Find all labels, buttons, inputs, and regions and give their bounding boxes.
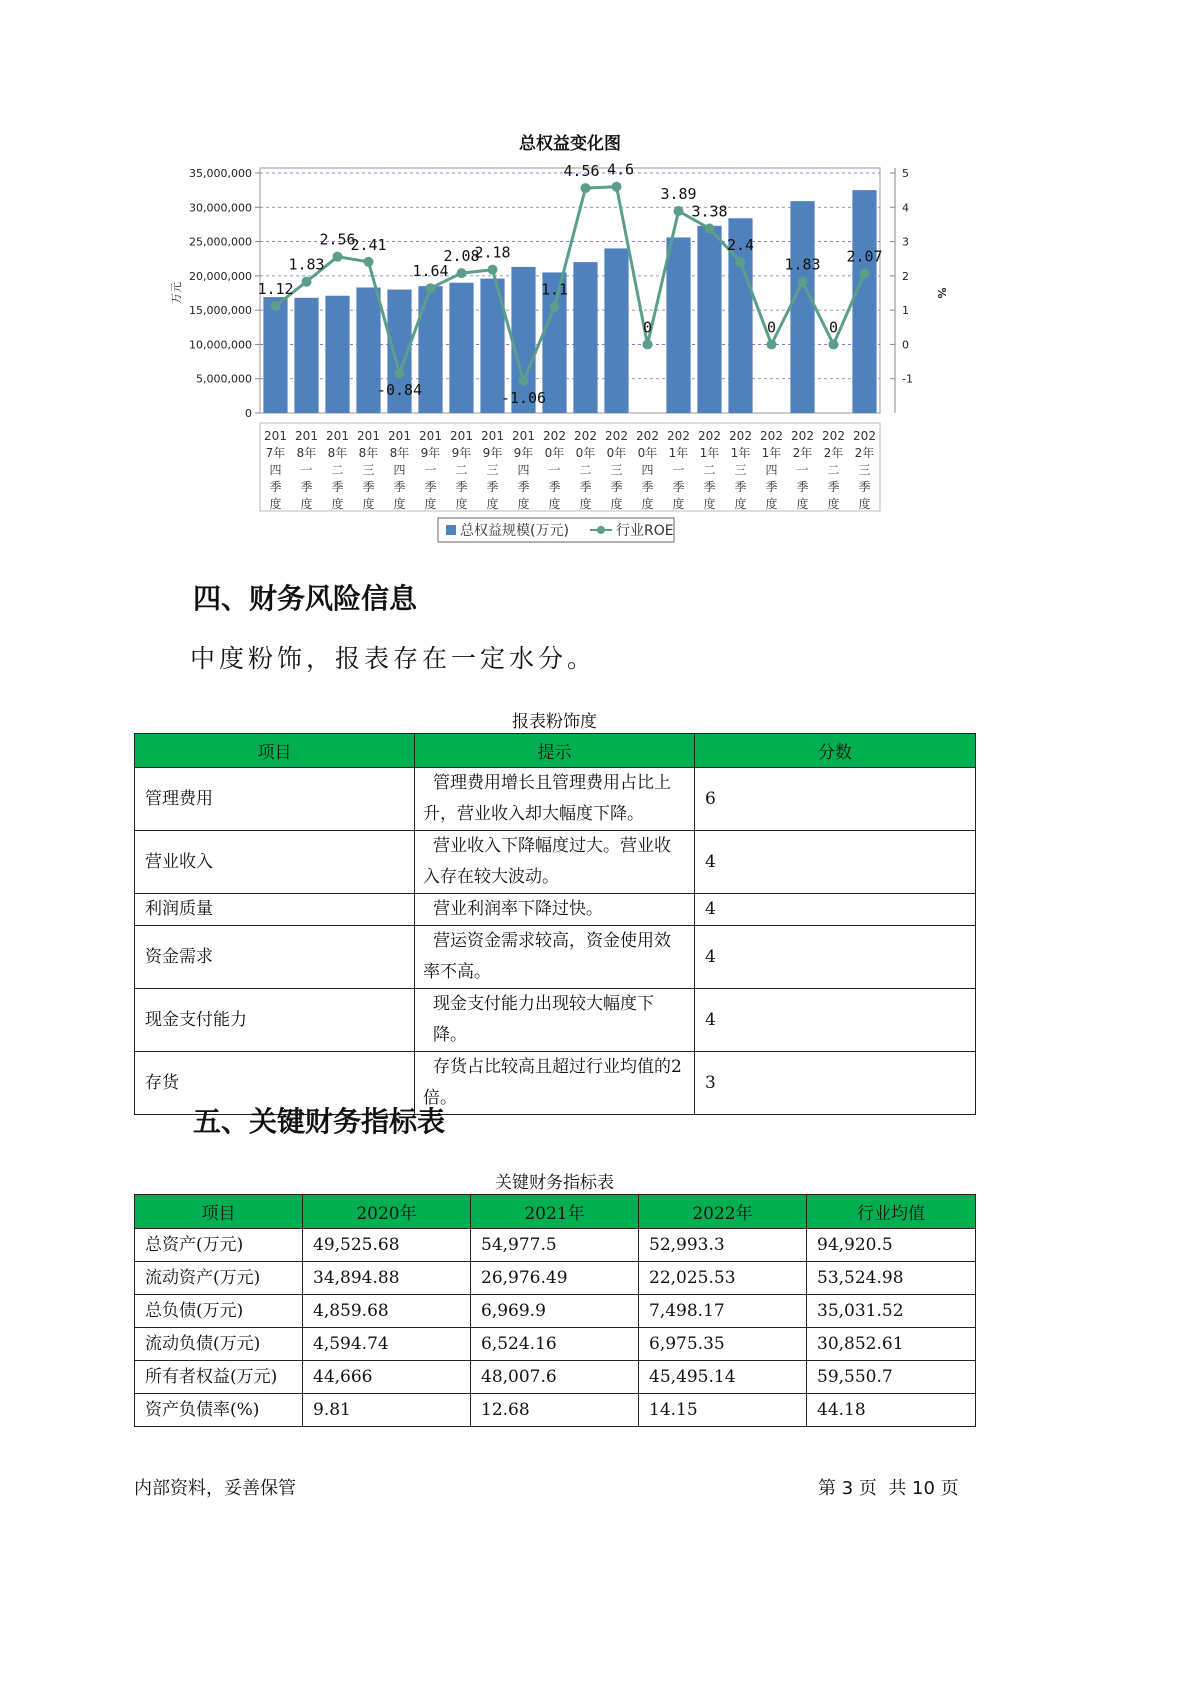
risk-table (134, 733, 976, 1115)
roe-data-label: 2.41 (350, 235, 387, 254)
x-tick-label: 2年 (792, 446, 813, 460)
x-tick-label: 度 (548, 497, 561, 511)
x-tick-label: 季 (703, 480, 716, 494)
bar (666, 237, 690, 413)
risk-tip-line: 入存在较大波动。 (423, 867, 559, 887)
y-tick-label: 10,000,000 (189, 338, 252, 352)
risk-tip (415, 768, 695, 831)
table-cell: 59,550.7 (807, 1361, 976, 1394)
bar (294, 298, 318, 413)
table-row (135, 1394, 976, 1427)
x-tick-label: 201 (512, 429, 535, 443)
table-row (135, 894, 976, 926)
table-cell: 4,594.74 (303, 1328, 471, 1361)
x-tick-label: 0年 (606, 446, 627, 460)
section4-heading: 四、财务风险信息 (193, 582, 418, 615)
y-tick-label: 5,000,000 (196, 372, 252, 386)
x-tick-label: 四 (641, 463, 654, 477)
risk-tip-line: 率不高。 (423, 962, 491, 982)
x-tick-label: 度 (455, 497, 468, 511)
table-cell: 6,969.9 (471, 1295, 639, 1328)
y2-tick-label: 3 (902, 235, 909, 249)
x-tick-label: 季 (269, 480, 282, 494)
risk-item: 资金需求 (135, 926, 415, 989)
risk-tip-line: 营业利润率下降过快。 (433, 899, 603, 919)
risk-tip (415, 1052, 695, 1115)
x-tick-label: 度 (765, 497, 778, 511)
footer-note: 内部资料，妥善保管 (134, 1478, 296, 1499)
roe-point (612, 182, 622, 192)
risk-score: 4 (695, 831, 976, 894)
risk-table-header (135, 734, 976, 768)
section4-summary: 中度粉饰，报表存在一定水分。 (190, 644, 597, 673)
table-row (135, 1295, 976, 1328)
x-tick-label: 四 (393, 463, 406, 477)
x-tick-label: 三 (486, 463, 499, 477)
x-tick-label: 一 (796, 463, 809, 477)
x-tick-label: 三 (610, 463, 623, 477)
table-row (135, 1328, 976, 1361)
kpi-table-caption: 关键财务指标表 (495, 1173, 614, 1193)
risk-tip-line: 营业收入下降幅度过大。营业收 (433, 836, 671, 856)
roe-point (550, 302, 560, 312)
roe-data-label: 2.56 (319, 230, 356, 249)
x-tick-label: 201 (450, 429, 473, 443)
x-tick-label: 度 (269, 497, 282, 511)
x-tick-label: 季 (641, 480, 654, 494)
x-tick-label: 202 (698, 429, 721, 443)
table-cell: 总资产(万元) (135, 1229, 303, 1262)
roe-point (395, 368, 405, 378)
roe-data-label: 3.89 (660, 185, 697, 204)
header-cell: 行业均值 (807, 1195, 976, 1229)
risk-item: 管理费用 (135, 768, 415, 831)
kpi-table (134, 1194, 976, 1427)
roe-data-label: 1.83 (288, 255, 325, 274)
table-cell: 6,524.16 (471, 1328, 639, 1361)
x-tick-label: 三 (362, 463, 375, 477)
x-tick-label: 8年 (358, 446, 379, 460)
risk-score: 6 (695, 768, 976, 831)
table-cell: 资产负债率(%) (135, 1394, 303, 1427)
header-cell: 2022年 (639, 1195, 807, 1229)
x-tick-label: 季 (300, 480, 313, 494)
table-cell: 22,025.53 (639, 1262, 807, 1295)
table-row (135, 1262, 976, 1295)
roe-point (364, 257, 374, 267)
roe-data-label: 2.4 (726, 236, 755, 255)
y2-tick-label: 0 (902, 338, 909, 352)
y2-tick-label: 5 (902, 167, 909, 180)
roe-point (302, 277, 312, 287)
x-tick-label: 8年 (296, 446, 317, 460)
x-tick-label: 度 (796, 497, 809, 511)
x-tick-label: 8年 (389, 446, 410, 460)
x-tick-label: 201 (419, 429, 442, 443)
roe-data-label: 2.07 (846, 247, 883, 266)
section5-heading: 五、关键财务指标表 (193, 1105, 446, 1138)
page-number: 第 3 页 共 10 页 (818, 1478, 959, 1499)
table-cell: 34,894.88 (303, 1262, 471, 1295)
table-cell: 94,920.5 (807, 1229, 976, 1262)
table-row (135, 831, 976, 894)
legend-line-marker (597, 526, 605, 534)
x-tick-label: 季 (486, 480, 499, 494)
x-tick-label: 度 (641, 497, 654, 511)
x-tick-label: 季 (548, 480, 561, 494)
roe-point (736, 257, 746, 267)
header-cell: 2020年 (303, 1195, 471, 1229)
roe-data-label: 1.83 (784, 255, 821, 274)
x-tick-label: 四 (269, 463, 282, 477)
x-tick-label: 9年 (451, 446, 472, 460)
y-axis-label: 万元 (170, 282, 183, 304)
roe-data-label: 2.08 (443, 247, 480, 266)
x-tick-label: 度 (486, 497, 499, 511)
table-cell: 30,852.61 (807, 1328, 976, 1361)
x-tick-label: 202 (667, 429, 690, 443)
roe-data-label: 1.64 (412, 262, 449, 281)
table-cell: 45,495.14 (639, 1361, 807, 1394)
x-tick-label: 9年 (482, 446, 503, 460)
table-cell: 54,977.5 (471, 1229, 639, 1262)
x-tick-label: 度 (393, 497, 406, 511)
x-tick-label: 季 (424, 480, 437, 494)
risk-tip (415, 894, 695, 926)
risk-table-caption: 报表粉饰度 (512, 712, 597, 732)
x-tick-label: 202 (543, 429, 566, 443)
risk-score: 4 (695, 894, 976, 926)
table-row (135, 989, 976, 1052)
roe-data-label: 4.56 (563, 162, 600, 181)
x-tick-label: 202 (574, 429, 597, 443)
bar (325, 296, 349, 413)
chart-title: 总权益变化图 (519, 134, 621, 154)
x-tick-label: 度 (827, 497, 840, 511)
table-cell: 所有者权益(万元) (135, 1361, 303, 1394)
risk-item: 存货 (135, 1052, 415, 1115)
y2-axis-label: % (935, 287, 948, 299)
risk-item: 利润质量 (135, 894, 415, 926)
bar (604, 248, 628, 413)
x-tick-label: 季 (827, 480, 840, 494)
table-cell: 4,859.68 (303, 1295, 471, 1328)
table-cell: 6,975.35 (639, 1328, 807, 1361)
roe-point (333, 252, 343, 262)
y-tick-label: 30,000,000 (189, 201, 252, 215)
x-tick-label: 度 (362, 497, 375, 511)
equity-chart-svg (150, 130, 970, 600)
kpi-table-header (135, 1195, 976, 1229)
risk-tip (415, 926, 695, 989)
x-tick-label: 201 (357, 429, 380, 443)
x-tick-label: 8年 (327, 446, 348, 460)
table-cell: 总负债(万元) (135, 1295, 303, 1328)
table-cell: 44.18 (807, 1394, 976, 1427)
table-cell: 35,031.52 (807, 1295, 976, 1328)
x-tick-label: 2年 (823, 446, 844, 460)
bar (573, 262, 597, 413)
x-tick-label: 202 (791, 429, 814, 443)
x-tick-label: 9年 (420, 446, 441, 460)
roe-point (271, 301, 281, 311)
risk-score: 4 (695, 926, 976, 989)
x-tick-label: 季 (796, 480, 809, 494)
roe-point (767, 339, 777, 349)
risk-score: 4 (695, 989, 976, 1052)
x-tick-label: 度 (517, 497, 530, 511)
x-tick-label: 度 (579, 497, 592, 511)
risk-item: 营业收入 (135, 831, 415, 894)
x-tick-label: 一 (548, 463, 561, 477)
table-cell: 14.15 (639, 1394, 807, 1427)
y2-tick-label: 4 (902, 201, 909, 215)
x-tick-label: 季 (331, 480, 344, 494)
y-tick-label: 15,000,000 (189, 304, 252, 318)
x-label-box (260, 423, 880, 511)
x-tick-label: 7年 (265, 446, 286, 460)
x-tick-label: 9年 (513, 446, 534, 460)
table-row (135, 1229, 976, 1262)
x-tick-label: 度 (331, 497, 344, 511)
x-tick-label: 0年 (637, 446, 658, 460)
equity-chart (150, 130, 970, 600)
x-tick-label: 季 (672, 480, 685, 494)
roe-data-label: 0 (642, 318, 653, 337)
roe-point (457, 268, 467, 278)
legend-bar-label: 总权益规模(万元) (460, 523, 569, 539)
x-tick-label: 四 (517, 463, 530, 477)
x-tick-label: 季 (734, 480, 747, 494)
plot-area (260, 168, 883, 413)
x-tick-label: 2年 (854, 446, 875, 460)
header-cell: 提示 (415, 734, 695, 768)
x-tick-label: 度 (734, 497, 747, 511)
risk-score: 3 (695, 1052, 976, 1115)
roe-point (581, 183, 591, 193)
x-tick-label: 202 (760, 429, 783, 443)
roe-point (705, 224, 715, 234)
x-tick-label: 季 (579, 480, 592, 494)
roe-point (860, 268, 870, 278)
x-tick-label: 202 (853, 429, 876, 443)
x-tick-label: 度 (424, 497, 437, 511)
x-tick-label: 三 (734, 463, 747, 477)
roe-point (426, 283, 436, 293)
table-cell: 52,993.3 (639, 1229, 807, 1262)
x-tick-label: 一 (424, 463, 437, 477)
roe-point (798, 277, 808, 287)
risk-tip-line: 倍。 (423, 1088, 457, 1108)
roe-point (674, 206, 684, 216)
risk-tip-line: 营运资金需求较高，资金使用效 (433, 931, 671, 951)
header-cell: 分数 (695, 734, 976, 768)
x-tick-label: 三 (858, 463, 871, 477)
roe-point (519, 376, 529, 386)
table-cell: 53,524.98 (807, 1262, 976, 1295)
x-tick-label: 二 (827, 463, 840, 477)
y-tick-label: 0 (245, 407, 252, 420)
roe-data-label: 0 (828, 318, 839, 337)
x-tick-label: 202 (822, 429, 845, 443)
bar (790, 201, 814, 413)
x-tick-label: 202 (636, 429, 659, 443)
risk-tip-line: 现金支付能力出现较大幅度下降。 (433, 994, 654, 1045)
x-tick-label: 季 (455, 480, 468, 494)
risk-tip-line: 升，营业收入却大幅度下降。 (423, 804, 644, 824)
table-row (135, 1361, 976, 1394)
header-cell: 2021年 (471, 1195, 639, 1229)
x-tick-label: 季 (858, 480, 871, 494)
legend-bar-swatch (446, 525, 456, 535)
x-tick-label: 二 (331, 463, 344, 477)
x-tick-label: 季 (362, 480, 375, 494)
x-tick-label: 二 (579, 463, 592, 477)
y-tick-label: 25,000,000 (189, 235, 252, 249)
table-cell: 流动资产(万元) (135, 1262, 303, 1295)
x-tick-label: 度 (610, 497, 623, 511)
risk-item: 现金支付能力 (135, 989, 415, 1052)
table-row (135, 926, 976, 989)
table-cell: 26,976.49 (471, 1262, 639, 1295)
roe-data-label: 2.18 (474, 243, 511, 262)
y2-tick-label: -1 (902, 372, 913, 386)
table-cell: 9.81 (303, 1394, 471, 1427)
risk-tip-line: 存货占比较高且超过行业均值的2 (433, 1057, 682, 1077)
x-tick-label: 度 (672, 497, 685, 511)
table-row (135, 768, 976, 831)
bar (697, 226, 721, 413)
table-cell: 7,498.17 (639, 1295, 807, 1328)
x-tick-label: 一 (300, 463, 313, 477)
table-cell: 流动负债(万元) (135, 1328, 303, 1361)
x-tick-label: 202 (729, 429, 752, 443)
bar (449, 283, 473, 413)
x-tick-label: 度 (858, 497, 871, 511)
y2-tick-label: 1 (902, 304, 909, 318)
header-cell: 项目 (135, 1195, 303, 1229)
y-tick-label: 20,000,000 (189, 269, 252, 283)
x-tick-label: 201 (481, 429, 504, 443)
y-tick-label: 35,000,000 (189, 167, 252, 180)
x-tick-label: 0年 (544, 446, 565, 460)
x-tick-label: 四 (765, 463, 778, 477)
bar (852, 190, 876, 413)
legend-line-label: 行业ROE (616, 523, 674, 539)
roe-data-label: 1.12 (257, 280, 294, 299)
header-cell: 项目 (135, 734, 415, 768)
roe-data-label: 1.1 (540, 280, 569, 299)
risk-tip (415, 831, 695, 894)
roe-data-label: -0.84 (376, 381, 423, 400)
x-tick-label: 季 (517, 480, 530, 494)
x-tick-label: 201 (295, 429, 318, 443)
x-tick-label: 201 (388, 429, 411, 443)
x-tick-label: 度 (703, 497, 716, 511)
risk-tip-line: 管理费用增长且管理费用占比上 (433, 773, 671, 793)
x-tick-label: 0年 (575, 446, 596, 460)
x-tick-label: 201 (326, 429, 349, 443)
roe-data-label: 3.38 (691, 202, 728, 221)
x-tick-label: 1年 (730, 446, 751, 460)
roe-data-label: 0 (766, 318, 777, 337)
x-tick-label: 季 (393, 480, 406, 494)
x-tick-label: 二 (703, 463, 716, 477)
table-cell: 12.68 (471, 1394, 639, 1427)
x-tick-label: 季 (765, 480, 778, 494)
table-cell: 44,666 (303, 1361, 471, 1394)
table-cell: 48,007.6 (471, 1361, 639, 1394)
roe-data-label: 4.6 (606, 160, 635, 179)
x-tick-label: 二 (455, 463, 468, 477)
roe-point (643, 339, 653, 349)
x-tick-label: 201 (264, 429, 287, 443)
roe-point (488, 265, 498, 275)
x-tick-label: 一 (672, 463, 685, 477)
x-tick-label: 202 (605, 429, 628, 443)
x-tick-label: 1年 (761, 446, 782, 460)
x-tick-label: 1年 (668, 446, 689, 460)
roe-point (829, 339, 839, 349)
y2-tick-label: 2 (902, 269, 909, 283)
table-cell: 49,525.68 (303, 1229, 471, 1262)
roe-data-label: -1.06 (500, 388, 547, 407)
x-tick-label: 季 (610, 480, 623, 494)
risk-tip (415, 989, 695, 1052)
bar (263, 297, 287, 413)
x-tick-label: 度 (300, 497, 313, 511)
x-tick-label: 1年 (699, 446, 720, 460)
